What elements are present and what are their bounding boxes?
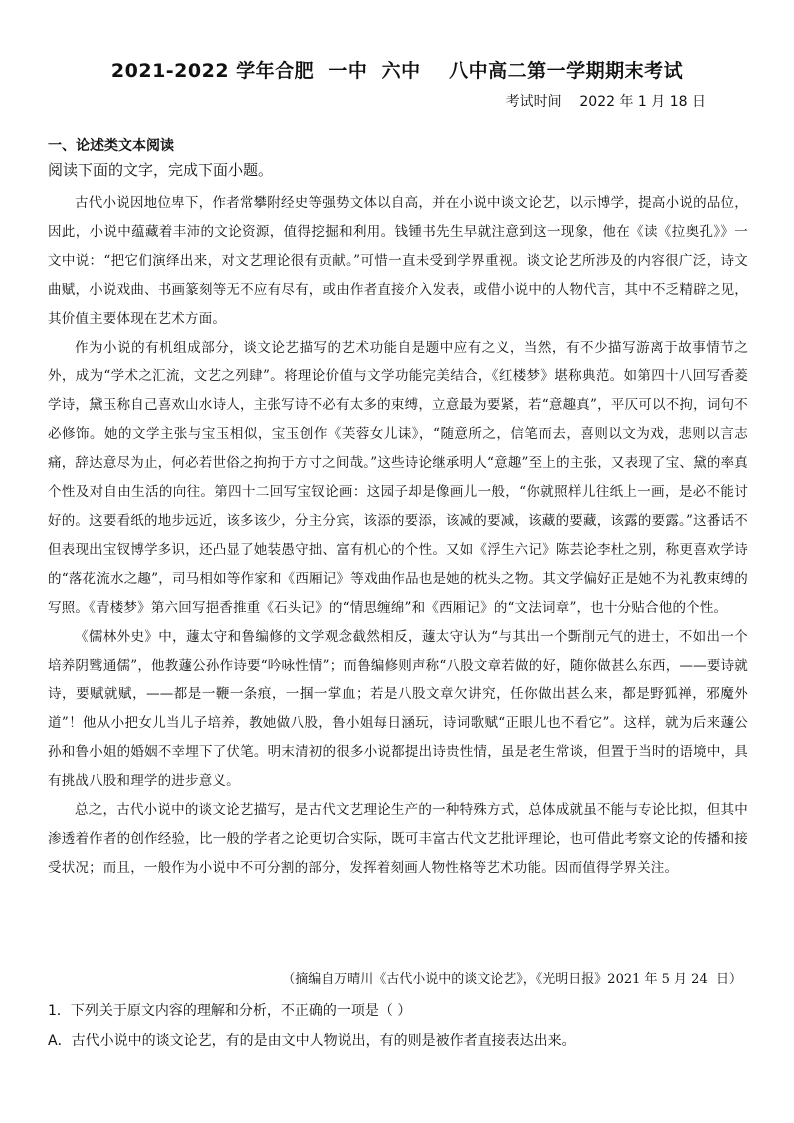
- article-source: （摘编自万晴川《古代小说中的谈文论艺》，《光明日报》2021 年 5 月 24 日）: [282, 972, 742, 987]
- section-heading: 一、论述类文本阅读: [48, 138, 174, 154]
- question-stem: 1．下列关于原文内容的理解和分析，不正确的一项是（ ）: [48, 1003, 412, 1019]
- article-body: [48, 189, 748, 883]
- exam-time: 考试时间 2022 年 1 月 18 日: [505, 94, 706, 110]
- exam-title: 2021-2022 学年合肥 一中 六中 八中高二第一学期期末考试: [110, 60, 684, 82]
- article-paragraph-1: 古代小说因地位卑下，作者常攀附经史等强势文体以自高，并在小说中谈文论艺，以示博学，提高小说的品位，因此，小说中蕴藏着丰沛的文论资源，值得挖掘和利用。钱锺书先生早就注意到这一现象，他在《读《拉奥孔》》一文中说：“把它们演绎出来，对文艺理论很有贡献。”可惜一直未受到学界重视。谈文论艺所涉及的内容很广泛，诗文曲赋，小说戏曲、书画篆刻等无不应有尽有，或由作者直接介入发表，或借小说中的人物代言，其中不乏精辟之见，其价值主要体现在艺术方面。: [48, 195, 748, 327]
- question-option-a: A．古代小说中的谈文论艺，有的是由文中人物说出，有的则是被作者直接表达出来。: [48, 1033, 576, 1049]
- reading-instruction: 阅读下面的文字，完成下面小题。: [48, 161, 274, 179]
- article-paragraph-3: 《儒林外史》中，蘧太守和鲁编修的文学观念截然相反，蘧太守认为“与其出一个斲削元气的进士，不如出一个培养阴骘通儒”，他教蘧公孙作诗要“吟咏性情”；而鲁编修则声称“八股文章若做的好，随你做甚么东西，——要诗就诗，要赋就赋，——都是一鞭一条痕，一掴一掌血；若是八股文章欠讲究，任你做出甚么来，都是野狐禅，邪魔外道”！他从小把女儿当儿子培养，教她做八股，鲁小姐每日涵玩，诗词歌赋“正眼儿也不看它”。这样，就为后来蘧公孙和鲁小姐的婚姻不幸埋下了伏笔。明末清初的很多小说都提出诗贵性情，虽是老生常谈，但置于当时的语境中，具有挑战八股和理学的进步意义。: [48, 628, 748, 790]
- article-paragraph-4: 总之，古代小说中的谈文论艺描写，是古代文艺理论生产的一种特殊方式，总体成就虽不能与专论比拟，但其中渗透着作者的创作经验，比一般的学者之论更切合实际，既可丰富古代文艺批评理论，也可借此考察文论的传播和接受状况；而且，一般作为小说中不可分割的部分，发挥着刻画人物性格等艺术功能。因而值得学界关注。: [48, 802, 748, 876]
- article-paragraph-2: 作为小说的有机组成部分，谈文论艺描写的艺术功能自是题中应有之义，当然，有不少描写游离于故事情节之外，成为“学术之汇流，文艺之列肆”。将理论价值与文学功能完美结合，《红楼梦》堪称典范。如第四十八回写香菱学诗，黛玉称自己喜欢山水诗人，主张写诗不必有太多的束缚，立意最为要紧，若“意趣真”，平仄可以不拘，词句不必修饰。她的文学主张与宝玉相似，宝玉创作《芙蓉女儿诔》，“随意所之，信笔而去，喜则以文为戏，悲则以言志痛，辞达意尽为止，何必若世俗之拘拘于方寸之间哉。”这些诗论继承明人“意趣”至上的主张，又表现了宝、黛的率真个性及对自由生活的向往。第四十二回写宝钗论画：这园子却是像画儿一般，“你就照样儿往纸上一画，是必不能讨好的。这要看纸的地步远近，该多该少，分主分宾，该添的要添，该减的要减，该藏的要藏，该露的要露。”这番话不但表现出宝钗博学多识，还凸显了她装愚守拙、富有机心的个性。又如《浮生六记》陈芸论李杜之别，称更喜欢学诗的“落花流水之趣”，司马相如等作家和《西厢记》等戏曲作品也是她的枕头之物。其文学偏好正是她不为礼教束缚的写照。《青楼梦》第六回写挹香推重《石头记》的“情思缠绵”和《西厢记》的“文法词章”，也十分贴合他的个性。: [48, 339, 748, 616]
